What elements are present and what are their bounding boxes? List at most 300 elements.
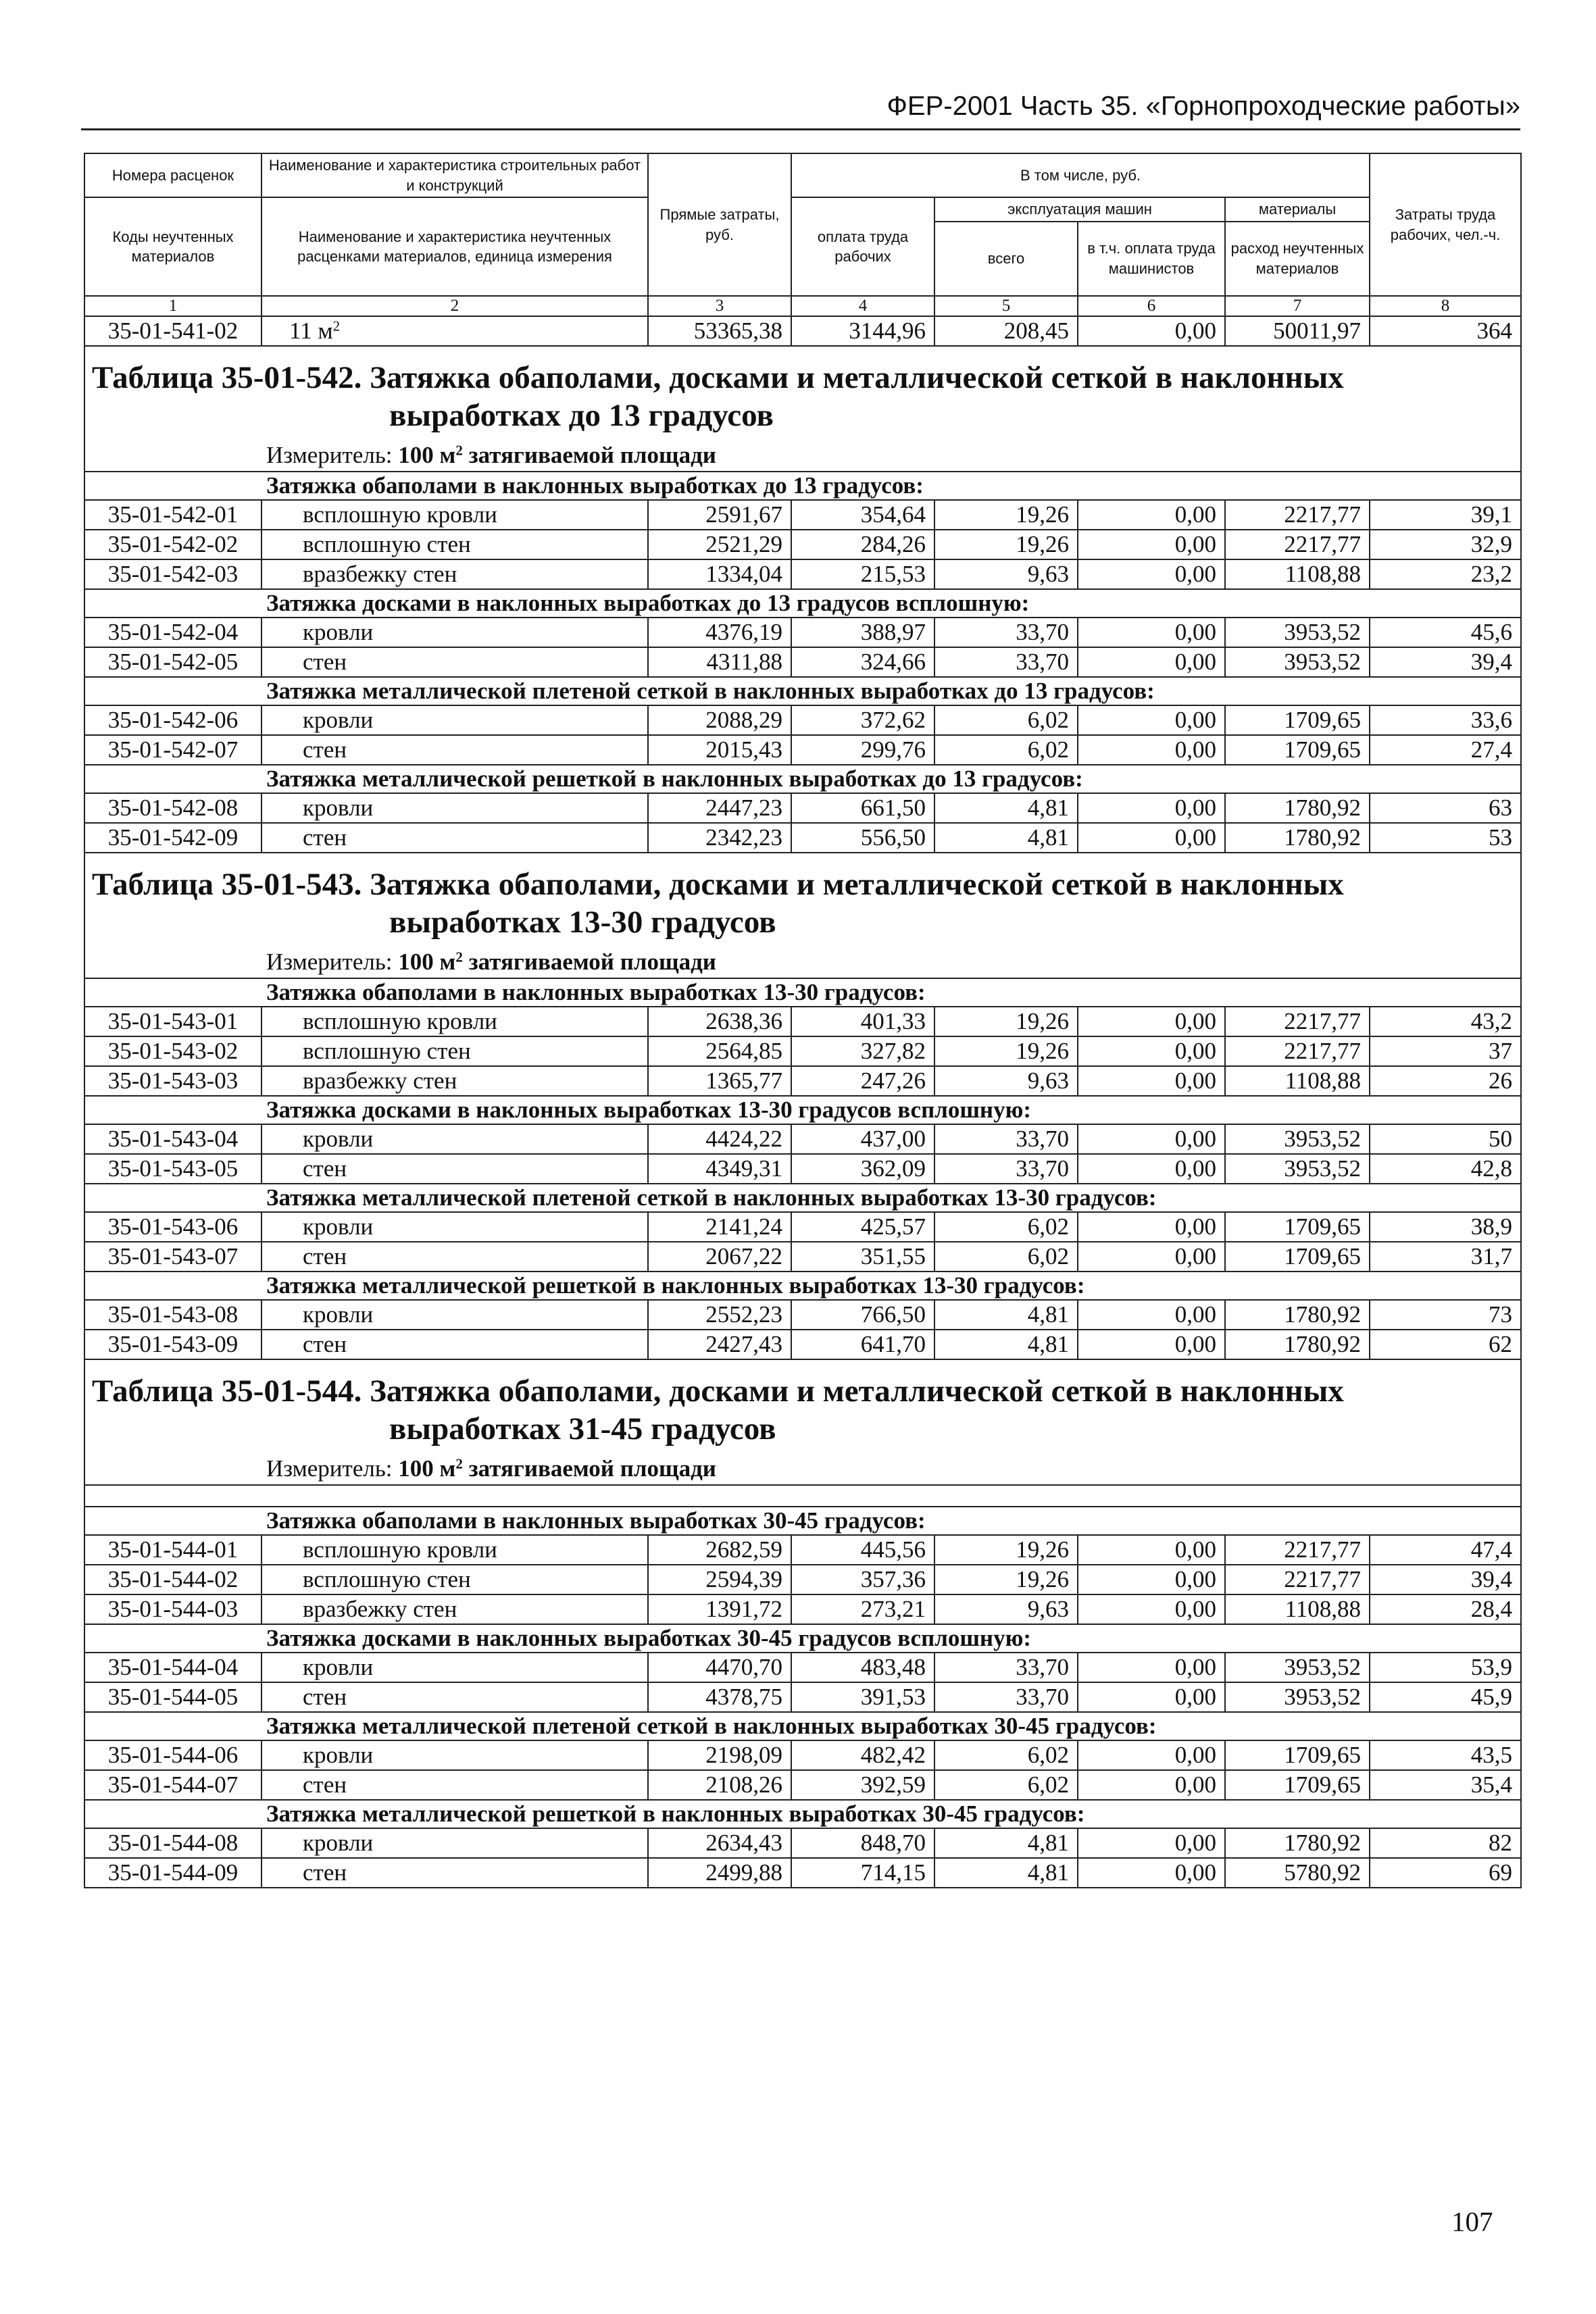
rate-code: 35-01-544-01 (84, 1535, 261, 1565)
machine-cost: 6,02 (934, 705, 1078, 735)
rate-name: всплошную кровли (261, 1535, 648, 1565)
machine-cost: 6,02 (934, 1770, 1078, 1800)
rate-code: 35-01-543-07 (84, 1242, 261, 1272)
group-title: Затяжка металлической плетеной сеткой в наклонных выработках до 13 градусов: (84, 677, 1521, 705)
table-row (84, 1770, 1521, 1800)
rate-code: 35-01-542-09 (84, 823, 261, 853)
wage-cost: 299,76 (791, 735, 934, 765)
header-row-1 (84, 153, 1521, 197)
table-row (84, 559, 1521, 589)
table-title-continuation: выработках 31-45 градусов (389, 1411, 776, 1447)
header-oplata-mashinistov: в т.ч. оплата труда машинистов (1078, 222, 1225, 296)
rate-code: 35-01-544-09 (84, 1858, 261, 1888)
material-cost: 2217,77 (1225, 1565, 1370, 1594)
direct-cost: 4349,31 (648, 1154, 791, 1184)
material-cost: 1709,65 (1225, 705, 1370, 735)
machinist-wage: 0,00 (1078, 1242, 1225, 1272)
direct-cost: 2108,26 (648, 1770, 791, 1800)
rate-code: 35-01-543-06 (84, 1212, 261, 1242)
table-row (84, 1330, 1521, 1359)
table-row (84, 1828, 1521, 1858)
measure-sup: 2 (455, 1455, 463, 1472)
machine-cost: 33,70 (934, 618, 1078, 647)
material-cost: 50011,97 (1225, 316, 1370, 346)
labor-cost: 50 (1370, 1124, 1521, 1154)
material-cost: 3953,52 (1225, 1682, 1370, 1712)
column-number: 6 (1078, 296, 1225, 316)
machine-cost: 33,70 (934, 647, 1078, 677)
header-materialy: материалы (1225, 197, 1370, 222)
rate-code: 35-01-543-08 (84, 1300, 261, 1330)
column-number: 4 (791, 296, 934, 316)
rate-name: вразбежку стен (261, 559, 648, 589)
machinist-wage: 0,00 (1078, 500, 1225, 530)
measure-value (398, 949, 716, 975)
direct-cost: 2015,43 (648, 735, 791, 765)
machine-cost: 19,26 (934, 1007, 1078, 1036)
material-cost: 1709,65 (1225, 1770, 1370, 1800)
table-row (84, 618, 1521, 647)
wage-cost: 388,97 (791, 618, 934, 647)
machine-cost: 9,63 (934, 559, 1078, 589)
machinist-wage: 0,00 (1078, 1154, 1225, 1184)
machine-cost: 33,70 (934, 1154, 1078, 1184)
labor-cost: 39,4 (1370, 1565, 1521, 1594)
rate-name: кровли (261, 1300, 648, 1330)
wage-cost: 372,62 (791, 705, 934, 735)
labor-cost: 82 (1370, 1828, 1521, 1858)
column-number: 5 (934, 296, 1078, 316)
machinist-wage: 0,00 (1078, 1565, 1225, 1594)
machinist-wage: 0,00 (1078, 530, 1225, 559)
direct-cost: 4470,70 (648, 1653, 791, 1682)
rate-name: всплошную стен (261, 530, 648, 559)
table-row (84, 793, 1521, 823)
group-header-row (84, 1096, 1521, 1124)
rate-name: стен (261, 823, 648, 853)
group-title: Затяжка досками в наклонных выработках 30-45 градусов всплошную: (84, 1624, 1521, 1653)
table-row (84, 1653, 1521, 1682)
direct-cost: 4378,75 (648, 1682, 791, 1712)
rate-name-text: 11 м (289, 318, 333, 345)
direct-cost: 2521,29 (648, 530, 791, 559)
labor-cost: 63 (1370, 793, 1521, 823)
labor-cost: 42,8 (1370, 1154, 1521, 1184)
rate-code: 35-01-544-05 (84, 1682, 261, 1712)
rate-name: стен (261, 735, 648, 765)
header-pryamye: Прямые затраты, руб. (648, 153, 791, 296)
blank-row (84, 1485, 1521, 1507)
machine-cost: 33,70 (934, 1653, 1078, 1682)
header-naimenovanie-materialov: Наименование и характеристика неучтенных расценками материалов, единица измерения (261, 197, 648, 296)
direct-cost: 2682,59 (648, 1535, 791, 1565)
material-cost: 1108,88 (1225, 559, 1370, 589)
material-cost: 2217,77 (1225, 1535, 1370, 1565)
rate-code: 35-01-542-07 (84, 735, 261, 765)
table-title-text: Таблица 35-01-543. Затяжка обаполами, досками и металлической сеткой в наклонных (92, 867, 1344, 903)
wage-cost: 391,53 (791, 1682, 934, 1712)
labor-cost: 37 (1370, 1036, 1521, 1066)
header-rashod: расход неучтенных материалов (1225, 222, 1370, 296)
machine-cost: 4,81 (934, 1330, 1078, 1359)
material-cost: 2217,77 (1225, 500, 1370, 530)
direct-cost: 2447,23 (648, 793, 791, 823)
group-header-row (84, 978, 1521, 1007)
group-header-row (84, 472, 1521, 500)
machinist-wage: 0,00 (1078, 1770, 1225, 1800)
table-row (84, 530, 1521, 559)
wage-cost: 247,26 (791, 1066, 934, 1096)
direct-cost: 2198,09 (648, 1740, 791, 1770)
direct-cost: 2067,22 (648, 1242, 791, 1272)
machine-cost: 9,63 (934, 1066, 1078, 1096)
material-cost: 3953,52 (1225, 1653, 1370, 1682)
wage-cost: 362,09 (791, 1154, 934, 1184)
labor-cost: 39,1 (1370, 500, 1521, 530)
wage-cost: 641,70 (791, 1330, 934, 1359)
rate-code: 35-01-542-04 (84, 618, 261, 647)
material-cost: 1709,65 (1225, 735, 1370, 765)
material-cost: 2217,77 (1225, 530, 1370, 559)
rate-name: стен (261, 1330, 648, 1359)
table-row (84, 1535, 1521, 1565)
rate-name: стен (261, 1682, 648, 1712)
rate-code: 35-01-543-02 (84, 1036, 261, 1066)
rate-name: стен (261, 1770, 648, 1800)
machinist-wage: 0,00 (1078, 316, 1225, 346)
labor-cost: 45,9 (1370, 1682, 1521, 1712)
rate-name: кровли (261, 618, 648, 647)
measure-sup: 2 (455, 442, 463, 459)
material-cost: 1780,92 (1225, 1300, 1370, 1330)
rate-code: 35-01-544-04 (84, 1653, 261, 1682)
machinist-wage: 0,00 (1078, 1740, 1225, 1770)
direct-cost: 2141,24 (648, 1212, 791, 1242)
group-header-row (84, 1184, 1521, 1212)
rate-code: 35-01-542-06 (84, 705, 261, 735)
group-title: Затяжка металлической решеткой в наклонных выработках до 13 градусов: (84, 765, 1521, 793)
table-title (84, 853, 1521, 941)
table-row (84, 1036, 1521, 1066)
labor-cost: 39,4 (1370, 647, 1521, 677)
rate-name: стен (261, 647, 648, 677)
table-title-row (84, 853, 1521, 941)
measure-label: Измеритель: (266, 949, 393, 976)
machinist-wage: 0,00 (1078, 1036, 1225, 1066)
rate-code: 35-01-541-02 (84, 316, 261, 346)
table-row (84, 500, 1521, 530)
direct-cost: 1391,72 (648, 1594, 791, 1624)
page-number: 107 (1451, 2206, 1493, 2237)
table-row (84, 1066, 1521, 1096)
direct-cost: 2342,23 (648, 823, 791, 853)
group-header-row (84, 1712, 1521, 1740)
machine-cost: 4,81 (934, 1300, 1078, 1330)
direct-cost: 2564,85 (648, 1036, 791, 1066)
table-title-text: Таблица 35-01-542. Затяжка обаполами, досками и металлической сеткой в наклонных (92, 360, 1344, 396)
rate-name: кровли (261, 705, 648, 735)
machine-cost: 9,63 (934, 1594, 1078, 1624)
table-row (84, 1212, 1521, 1242)
measure-value-text: 100 м (398, 1455, 456, 1482)
machinist-wage: 0,00 (1078, 1535, 1225, 1565)
machinist-wage: 0,00 (1078, 1300, 1225, 1330)
header-row-2 (84, 197, 1521, 222)
machine-cost: 33,70 (934, 1682, 1078, 1712)
wage-cost: 392,59 (791, 1770, 934, 1800)
group-header-row (84, 1800, 1521, 1828)
rate-name: кровли (261, 1212, 648, 1242)
rate-name: всплошную стен (261, 1565, 648, 1594)
rate-code: 35-01-544-06 (84, 1740, 261, 1770)
table-row (84, 1682, 1521, 1712)
material-cost: 2217,77 (1225, 1007, 1370, 1036)
wage-cost: 354,64 (791, 500, 934, 530)
measure-value (398, 442, 716, 468)
measure-rest: затягиваемой площади (468, 949, 716, 976)
machinist-wage: 0,00 (1078, 735, 1225, 765)
labor-cost: 26 (1370, 1066, 1521, 1096)
header-naimenovanie: Наименование и характеристика строительных работ и конструкций (261, 153, 648, 197)
machinist-wage: 0,00 (1078, 705, 1225, 735)
rate-name: стен (261, 1858, 648, 1888)
group-header-row (84, 589, 1521, 618)
header-nomera: Номера расценок (84, 153, 261, 197)
wage-cost: 714,15 (791, 1858, 934, 1888)
machinist-wage: 0,00 (1078, 1682, 1225, 1712)
material-cost: 1709,65 (1225, 1740, 1370, 1770)
measure-rest: затягиваемой площади (468, 1455, 716, 1482)
table-row (84, 316, 1521, 346)
wage-cost: 483,48 (791, 1653, 934, 1682)
labor-cost: 23,2 (1370, 559, 1521, 589)
rate-code: 35-01-542-02 (84, 530, 261, 559)
table-row (84, 1007, 1521, 1036)
labor-cost: 43,5 (1370, 1740, 1521, 1770)
labor-cost: 32,9 (1370, 530, 1521, 559)
measure-rest: затягиваемой площади (468, 442, 716, 469)
labor-cost: 45,6 (1370, 618, 1521, 647)
measure-row (84, 1448, 1521, 1485)
column-number: 2 (261, 296, 648, 316)
wage-cost: 482,42 (791, 1740, 934, 1770)
group-header-row (84, 765, 1521, 793)
material-cost: 3953,52 (1225, 647, 1370, 677)
measure-unit (84, 1448, 1521, 1485)
rate-code: 35-01-543-05 (84, 1154, 261, 1184)
wage-cost: 215,53 (791, 559, 934, 589)
rate-name-sup: 2 (332, 318, 341, 334)
machinist-wage: 0,00 (1078, 1124, 1225, 1154)
table-title-continuation: выработках 13-30 градусов (389, 905, 776, 940)
table-title-row (84, 346, 1521, 434)
rate-code: 35-01-544-03 (84, 1594, 261, 1624)
machinist-wage: 0,00 (1078, 793, 1225, 823)
table-row (84, 1242, 1521, 1272)
rate-code: 35-01-542-08 (84, 793, 261, 823)
group-title: Затяжка обаполами в наклонных выработках 30-45 градусов: (84, 1507, 1521, 1535)
material-cost: 1780,92 (1225, 793, 1370, 823)
labor-cost: 73 (1370, 1300, 1521, 1330)
labor-cost: 69 (1370, 1858, 1521, 1888)
direct-cost: 1334,04 (648, 559, 791, 589)
rate-code: 35-01-542-03 (84, 559, 261, 589)
wage-cost: 661,50 (791, 793, 934, 823)
machinist-wage: 0,00 (1078, 1212, 1225, 1242)
wage-cost: 327,82 (791, 1036, 934, 1066)
measure-label: Измеритель: (266, 1455, 393, 1482)
rate-code: 35-01-543-09 (84, 1330, 261, 1359)
wage-cost: 445,56 (791, 1535, 934, 1565)
wage-cost: 351,55 (791, 1242, 934, 1272)
material-cost: 3953,52 (1225, 1154, 1370, 1184)
column-number: 1 (84, 296, 261, 316)
direct-cost: 2634,43 (648, 1828, 791, 1858)
material-cost: 1780,92 (1225, 1330, 1370, 1359)
machine-cost: 6,02 (934, 1212, 1078, 1242)
group-title: Затяжка досками в наклонных выработках до 13 градусов всплошную: (84, 589, 1521, 618)
rate-code: 35-01-543-03 (84, 1066, 261, 1096)
machinist-wage: 0,00 (1078, 1858, 1225, 1888)
table-row (84, 647, 1521, 677)
machine-cost: 4,81 (934, 823, 1078, 853)
rate-name: кровли (261, 1653, 648, 1682)
measure-label: Измеритель: (266, 442, 393, 469)
wage-cost: 425,57 (791, 1212, 934, 1242)
rate-name (261, 316, 648, 346)
rate-name: всплошную кровли (261, 500, 648, 530)
group-title: Затяжка металлической плетеной сеткой в наклонных выработках 13-30 градусов: (84, 1184, 1521, 1212)
machine-cost: 33,70 (934, 1124, 1078, 1154)
table-title (84, 1359, 1521, 1448)
table-title-row (84, 1359, 1521, 1448)
direct-cost: 2499,88 (648, 1858, 791, 1888)
labor-cost: 53,9 (1370, 1653, 1521, 1682)
direct-cost: 2427,43 (648, 1330, 791, 1359)
rate-code: 35-01-543-01 (84, 1007, 261, 1036)
machine-cost: 4,81 (934, 1858, 1078, 1888)
group-title: Затяжка металлической решеткой в наклонных выработках 13-30 градусов: (84, 1272, 1521, 1300)
material-cost: 1108,88 (1225, 1066, 1370, 1096)
table-row (84, 1858, 1521, 1888)
column-number: 7 (1225, 296, 1370, 316)
machine-cost: 19,26 (934, 500, 1078, 530)
material-cost: 1709,65 (1225, 1212, 1370, 1242)
table-row (84, 1300, 1521, 1330)
table-title (84, 346, 1521, 434)
group-title: Затяжка металлической решеткой в наклонных выработках 30-45 градусов: (84, 1800, 1521, 1828)
direct-cost: 2591,67 (648, 500, 791, 530)
measure-value (398, 1455, 716, 1482)
labor-cost: 53 (1370, 823, 1521, 853)
rate-code: 35-01-543-04 (84, 1124, 261, 1154)
labor-cost: 38,9 (1370, 1212, 1521, 1242)
machinist-wage: 0,00 (1078, 1828, 1225, 1858)
header-kody: Коды неучтенных материалов (84, 197, 261, 296)
table-row (84, 1565, 1521, 1594)
group-title: Затяжка обаполами в наклонных выработках 13-30 градусов: (84, 978, 1521, 1007)
direct-cost: 2552,23 (648, 1300, 791, 1330)
group-title: Затяжка досками в наклонных выработках 13-30 градусов всплошную: (84, 1096, 1521, 1124)
wage-cost: 401,33 (791, 1007, 934, 1036)
machine-cost: 6,02 (934, 1242, 1078, 1272)
direct-cost: 2638,36 (648, 1007, 791, 1036)
blank-cell (84, 1485, 1521, 1507)
wage-cost: 357,36 (791, 1565, 934, 1594)
machine-cost: 4,81 (934, 1828, 1078, 1858)
machinist-wage: 0,00 (1078, 1330, 1225, 1359)
machine-cost: 19,26 (934, 1565, 1078, 1594)
direct-cost: 4311,88 (648, 647, 791, 677)
group-header-row (84, 1507, 1521, 1535)
rate-code: 35-01-544-02 (84, 1565, 261, 1594)
wage-cost: 556,50 (791, 823, 934, 853)
material-cost: 3953,52 (1225, 1124, 1370, 1154)
table-title-continuation: выработках до 13 градусов (389, 398, 774, 434)
direct-cost: 4424,22 (648, 1124, 791, 1154)
table-row (84, 735, 1521, 765)
rate-name: кровли (261, 1828, 648, 1858)
wage-cost: 3144,96 (791, 316, 934, 346)
measure-value-text: 100 м (398, 949, 456, 976)
machine-cost: 19,26 (934, 530, 1078, 559)
group-header-row (84, 1272, 1521, 1300)
header-vsego: всего (934, 222, 1078, 296)
group-header-row (84, 1624, 1521, 1653)
group-title: Затяжка обаполами в наклонных выработках до 13 градусов: (84, 472, 1521, 500)
wage-cost: 848,70 (791, 1828, 934, 1858)
header-ekspluatatsiya: эксплуатация машин (934, 197, 1225, 222)
measure-unit (84, 941, 1521, 978)
labor-cost: 47,4 (1370, 1535, 1521, 1565)
direct-cost: 1365,77 (648, 1066, 791, 1096)
machine-cost: 6,02 (934, 735, 1078, 765)
machinist-wage: 0,00 (1078, 559, 1225, 589)
group-header-row (84, 677, 1521, 705)
rate-code: 35-01-544-07 (84, 1770, 261, 1800)
machine-cost: 19,26 (934, 1036, 1078, 1066)
labor-cost: 364 (1370, 316, 1521, 346)
labor-cost: 62 (1370, 1330, 1521, 1359)
table-row (84, 705, 1521, 735)
material-cost: 2217,77 (1225, 1036, 1370, 1066)
table-row (84, 1594, 1521, 1624)
rate-name: кровли (261, 1740, 648, 1770)
direct-cost: 53365,38 (648, 316, 791, 346)
machinist-wage: 0,00 (1078, 1066, 1225, 1096)
machinist-wage: 0,00 (1078, 647, 1225, 677)
running-header: ФЕР-2001 Часть 35. «Горнопроходческие работы» (81, 86, 1520, 130)
labor-cost: 27,4 (1370, 735, 1521, 765)
column-number: 3 (648, 296, 791, 316)
measure-row (84, 434, 1521, 472)
table-row (84, 823, 1521, 853)
rate-name: всплошную кровли (261, 1007, 648, 1036)
wage-cost: 437,00 (791, 1124, 934, 1154)
header-zatraty-truda: Затраты труда рабочих, чел.-ч. (1370, 153, 1521, 296)
wage-cost: 324,66 (791, 647, 934, 677)
material-cost: 1709,65 (1225, 1242, 1370, 1272)
rate-name: всплошную стен (261, 1036, 648, 1066)
rate-name: кровли (261, 793, 648, 823)
wage-cost: 284,26 (791, 530, 934, 559)
table-row (84, 1154, 1521, 1184)
direct-cost: 2088,29 (648, 705, 791, 735)
machine-cost: 6,02 (934, 1740, 1078, 1770)
material-cost: 1108,88 (1225, 1594, 1370, 1624)
rate-code: 35-01-544-08 (84, 1828, 261, 1858)
labor-cost: 31,7 (1370, 1242, 1521, 1272)
